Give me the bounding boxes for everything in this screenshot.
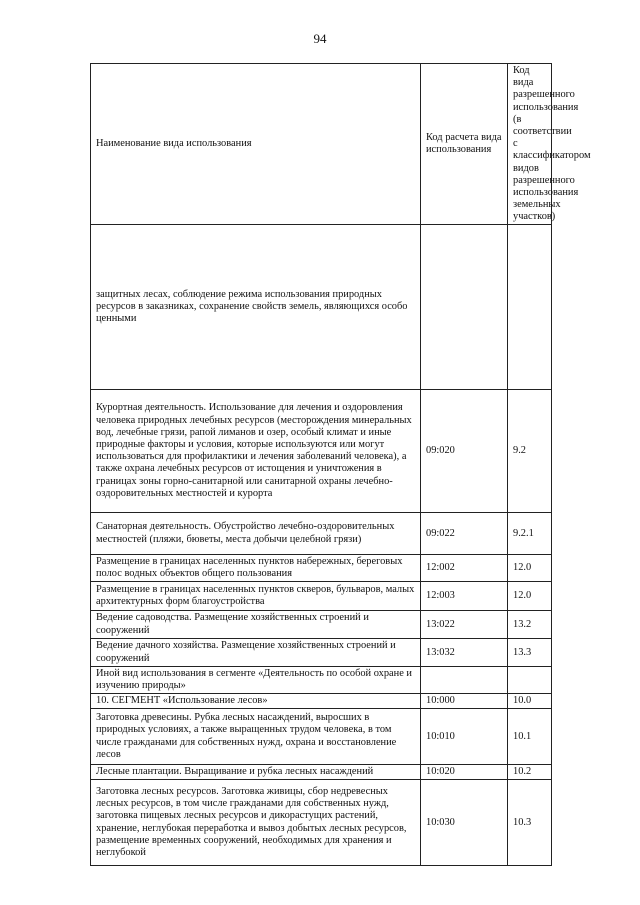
row-permitted-code: 10.3 <box>508 779 552 865</box>
row-calc-code: 13:032 <box>421 638 508 666</box>
row-name: Иной вид использования в сегменте «Деятельность по особой охране и изучению природы» <box>91 666 421 693</box>
row-name: Ведение садоводства. Размещение хозяйственных строений и сооружений <box>91 610 421 638</box>
row-permitted-code: 12.0 <box>508 581 552 610</box>
row-calc-code: 10:030 <box>421 779 508 865</box>
row-calc-code <box>421 666 508 693</box>
row-permitted-code: 10.1 <box>508 708 552 764</box>
row-calc-code: 10:020 <box>421 764 508 779</box>
row-permitted-code: 9.2.1 <box>508 512 552 554</box>
row-name: защитных лесах, соблюдение режима использования природных ресурсов в заказниках, сохранение свойств земель, являющихся особо ценными <box>91 224 421 389</box>
row-name: Курортная деятельность. Использование для лечения и оздоровления человека природных лечебных ресурсов (месторождения минеральных вод, лечебные грязи, рапой лиманов и озер, особый климат и иные природные факторы и условия, которые используются или могут использоваться для профилактики и лечения заболеваний человека), а также охрана лечебных ресурсов от истощения и уничтожения в границах зоны горно-санитарной или санитарной охраны лечебно-оздоровительных местностей и курорта <box>91 389 421 512</box>
table-row <box>91 389 552 512</box>
row-calc-code: 10:010 <box>421 708 508 764</box>
row-calc-code: 09:020 <box>421 389 508 512</box>
row-calc-code: 09:022 <box>421 512 508 554</box>
row-name: Санаторная деятельность. Обустройство лечебно-оздоровительных местностей (пляжи, бюветы, места добычи целебной грязи) <box>91 512 421 554</box>
table-row <box>91 610 552 638</box>
row-permitted-code: 10.2 <box>508 764 552 779</box>
header-name: Наименование вида использования <box>91 64 421 225</box>
row-calc-code: 10:000 <box>421 693 508 708</box>
table-row <box>91 581 552 610</box>
row-name: Заготовка древесины. Рубка лесных насаждений, выросших в природных условиях, а также выращенных трудом человека, в том числе гражданами для собственных нужд, охрана и восстановление лесов <box>91 708 421 764</box>
table-row <box>91 224 552 389</box>
row-permitted-code: 13.2 <box>508 610 552 638</box>
row-calc-code <box>421 224 508 389</box>
table-row <box>91 554 552 581</box>
row-name: Заготовка лесных ресурсов. Заготовка живицы, сбор недревесных лесных ресурсов, в том числе гражданами для собственных нужд, заготовка пищевых лесных ресурсов и дикорастущих растений, хранение, неглубокая переработка и вывоз добытых лесных ресурсов, размещение временных сооружений, необходимых для хранения и неглубокой <box>91 779 421 865</box>
row-name: Ведение дачного хозяйства. Размещение хозяйственных строений и сооружений <box>91 638 421 666</box>
row-permitted-code <box>508 666 552 693</box>
row-permitted-code: 13.3 <box>508 638 552 666</box>
table-row <box>91 666 552 693</box>
page-number: 94 <box>313 31 327 46</box>
row-calc-code: 13:022 <box>421 610 508 638</box>
row-name: Размещение в границах населенных пунктов скверов, бульваров, малых архитектурных форм благоустройства <box>91 581 421 610</box>
header-permitted-code: Код вида разрешенного использования (в соответствии с классификатором видов разрешенного использования земельных участков) <box>508 64 552 225</box>
land-use-table <box>90 63 591 866</box>
table-row <box>91 693 552 708</box>
row-permitted-code: 9.2 <box>508 389 552 512</box>
row-permitted-code <box>508 224 552 389</box>
row-name: 10. СЕГМЕНТ «Использование лесов» <box>91 693 421 708</box>
row-permitted-code: 10.0 <box>508 693 552 708</box>
row-name: Лесные плантации. Выращивание и рубка лесных насаждений <box>91 764 421 779</box>
table-row <box>91 779 552 865</box>
table-row <box>91 764 552 779</box>
row-calc-code: 12:002 <box>421 554 508 581</box>
row-calc-code: 12:003 <box>421 581 508 610</box>
row-permitted-code: 12.0 <box>508 554 552 581</box>
header-calc-code: Код расчета вида использования <box>421 64 508 225</box>
row-name: Размещение в границах населенных пунктов набережных, береговых полос водных объектов общего пользования <box>91 554 421 581</box>
table-row <box>91 512 552 554</box>
table-row <box>91 708 552 764</box>
table-row <box>91 638 552 666</box>
table-header-row <box>91 64 552 225</box>
